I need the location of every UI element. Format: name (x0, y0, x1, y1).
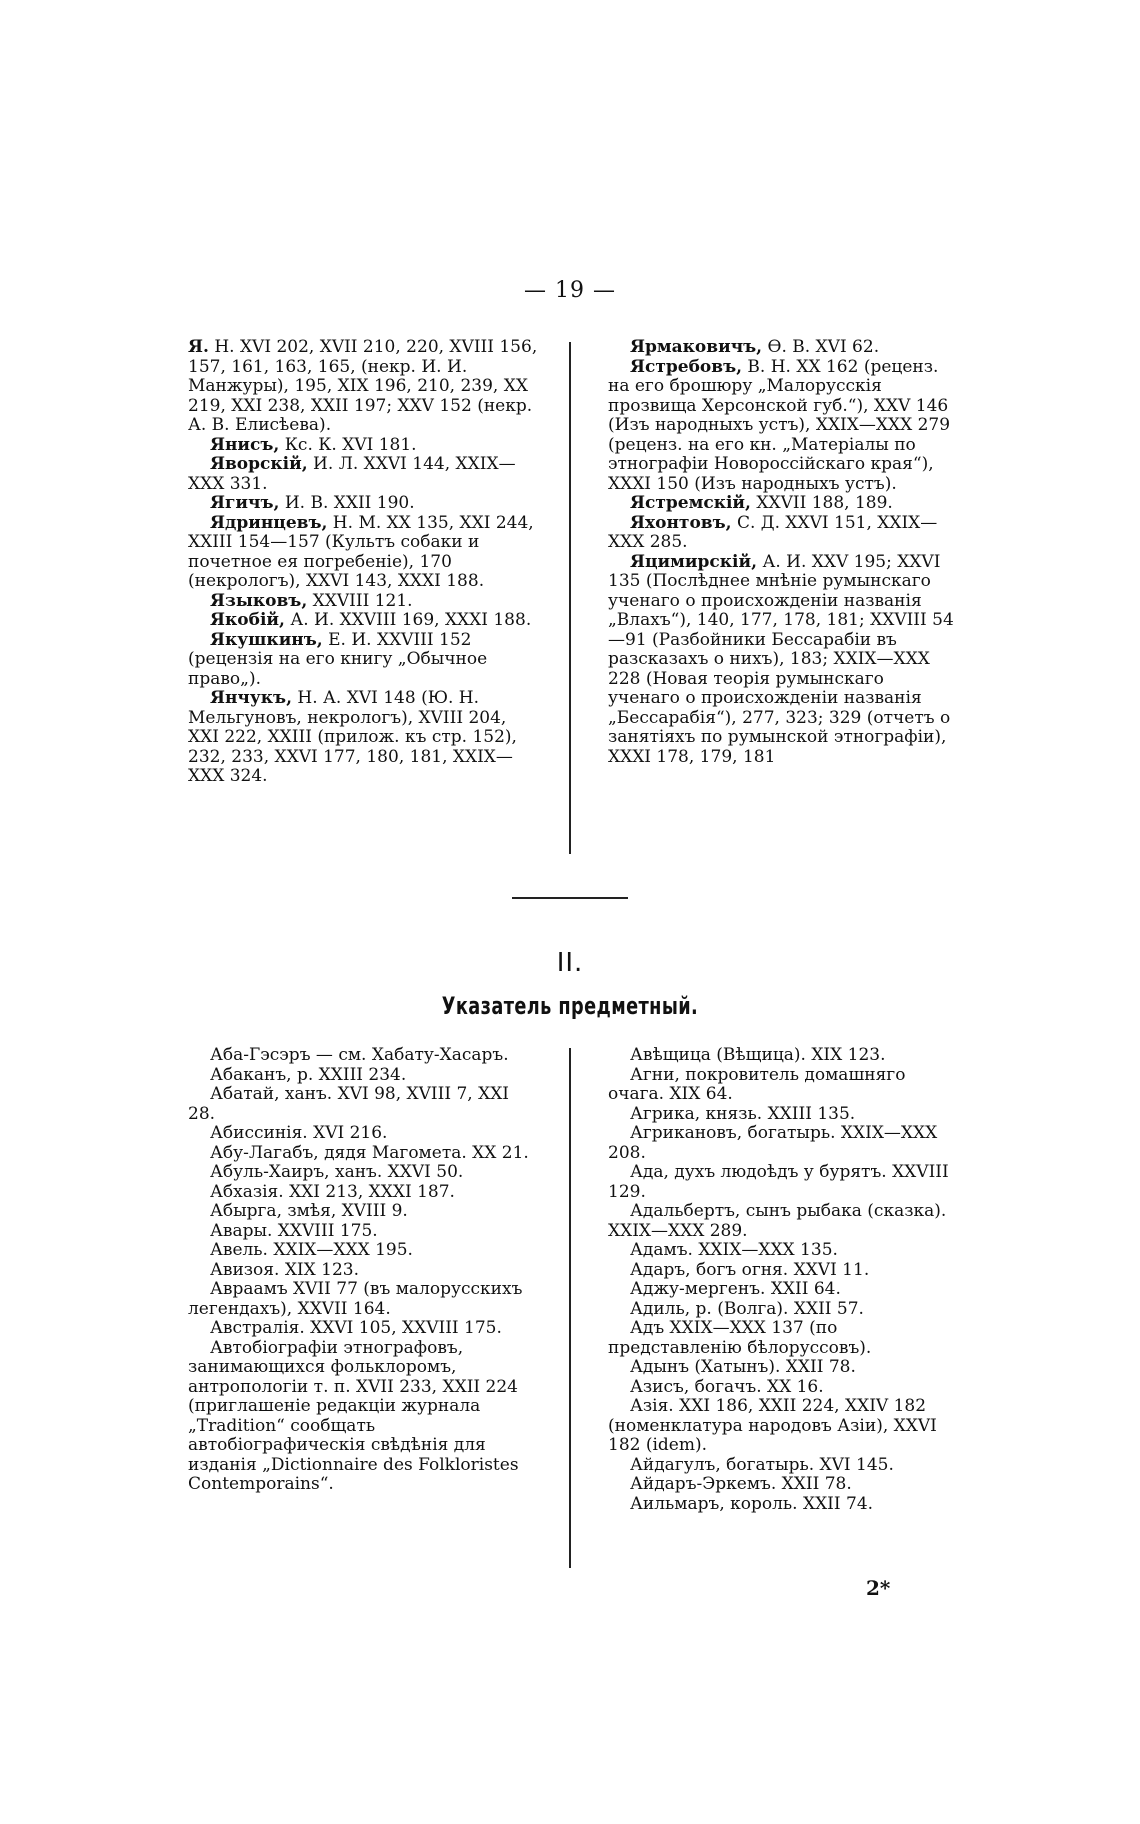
index-entry: Айдагулъ, богатырь. XVI 145. (630, 1454, 894, 1475)
index-entry: Адальбертъ, сынъ рыбака (сказка). XXIX—XXX 289. (608, 1201, 947, 1241)
index-entry: Авѣщица (Вѣщица). XIX 123. (630, 1045, 886, 1065)
index-entry: Аильмаръ, король. XXII 74. (630, 1493, 874, 1514)
index-entry: Аба-Гэсэръ — см. Хабату-Хасаръ. (210, 1045, 509, 1065)
index-entry: Я. Н. XVI 202, XVII 210, 220, XVIII 156, 157, 161, 163, 165, (некр. И. И. Манжуры), 195, XIX 196, 210, 239, XX 219, XXI 238, XXII 197; XXV 152 (некр. А. В. Елисѣева). (188, 337, 538, 435)
index-entry: Яцимирскій, А. И. XXV 195; XXVI 135 (Послѣднее мнѣніе румынскаго ученаго о происхожденіи названія „Влахъ“), 140, 177, 178, 181; XXVIII 54—91 (Разбойники Бессарабіи въ разсказахъ о нихъ), 183; XXIX—XXX 228 (Новая теорія румынскаго ученаго о происхожденіи названія „Бессарабія“), 277, 323; 329 (отчетъ о занятіяхъ по румынской этнографіи), XXXI 178, 179, 181 (608, 551, 954, 767)
index-entry: Якушкинъ, Е. И. XXVIII 152 (рецензія на его книгу „Обычное право„). (188, 629, 488, 689)
index-entry: Авель. XXIX—XXX 195. (210, 1240, 413, 1260)
index-entry: Ястремскій, XXVII 188, 189. (630, 493, 893, 513)
index-entry: Абатай, ханъ. XVI 98, XVIII 7, XXI 28. (188, 1084, 510, 1124)
index-entry: Абхазія. XXI 213, XXXI 187. (210, 1181, 455, 1202)
index-entry: Агни, покровитель домашняго очага. XIX 64. (608, 1064, 906, 1104)
subject-index-right-column (608, 1046, 958, 1514)
column-divider-bottom (569, 1048, 571, 1568)
signature-mark: 2* (866, 1576, 891, 1600)
index-entry: Азія. XXI 186, XXII 224, XXIV 182 (номенклатура народовъ Азіи), XXVI 182 (idem). (608, 1396, 937, 1455)
index-entry: Авраамъ XVII 77 (въ малорусскихъ легендахъ), XXVII 164. (188, 1279, 523, 1319)
index-entry: Азисъ, богачъ. XX 16. (630, 1376, 824, 1397)
index-entry: Авизоя. XIX 123. (210, 1259, 359, 1280)
index-entry: Языковъ, XXVIII 121. (210, 590, 413, 611)
section-title: Указатель предметный. (441, 992, 699, 1020)
index-entry: Адынъ (Хатынъ). XXII 78. (630, 1357, 856, 1377)
index-entry: Абуль-Хаиръ, ханъ. XXVI 50. (210, 1162, 464, 1182)
index-entry: Адиль, р. (Волга). XXII 57. (630, 1298, 864, 1319)
index-entry: Авары. XXVIII 175. (210, 1220, 378, 1241)
index-entry: Ядринцевъ, Н. М. XX 135, XXI 244, XXIII 154—157 (Культъ собаки и почетное ея погребеніе), 170 (некрологъ), XXVI 143, XXXI 188. (188, 512, 534, 591)
section-separator (512, 897, 628, 899)
index-entry: Яхонтовъ, С. Д. XXVI 151, XXIX—XXX 285. (608, 512, 938, 552)
index-entry: Абаканъ, р. XXIII 234. (210, 1064, 407, 1085)
index-entry: Абу-Лагабъ, дядя Магомета. XX 21. (210, 1142, 529, 1163)
index-entry: Якобій, А. И. XXVIII 169, XXXI 188. (210, 610, 532, 630)
index-entry: Агрикановъ, богатырь. XXIX—XXX 208. (608, 1123, 938, 1163)
author-index-right-column (608, 338, 958, 767)
index-entry: Адамъ. XXIX—XXX 135. (630, 1240, 838, 1260)
index-entry: Яворскій, И. Л. XXVI 144, XXIX—XXX 331. (188, 454, 516, 494)
index-entry: Автобіографіи этнографовъ, занимающихся фольклоромъ, антропологіи т. п. XVII 233, XXII 224 (приглашеніе редакціи журнала „Tradition“ сообщать автобіографическія свѣдѣнія для изданія „Dictionnaire des Folkloristes Contemporains“. (188, 1337, 519, 1494)
index-entry: Ястребовъ, В. Н. XX 162 (реценз. на его брошюру „Малорусскія прозвища Херсонской губ.“), XXV 146 (Изъ народныхъ устъ), XXIX—XXX 279 (реценз. на его кн. „Матеріалы по этнографіи Новороссійскаго края“), XXXI 150 (Изъ народныхъ устъ). (608, 356, 951, 494)
index-entry: Адаръ, богъ огня. XXVI 11. (630, 1259, 870, 1280)
index-entry: Ада, духъ людоѣдъ у бурятъ. XXVIII 129. (608, 1162, 949, 1202)
author-index-left-column (188, 338, 538, 787)
index-entry: Агрика, князь. XXIII 135. (630, 1103, 856, 1124)
index-entry: Янисъ, Кс. К. XVI 181. (210, 434, 417, 455)
section-number: II. (556, 948, 584, 978)
index-entry: Абиссинія. XVI 216. (210, 1123, 388, 1143)
column-divider-top (569, 342, 571, 854)
subject-index-left-column (188, 1046, 538, 1495)
index-entry: Австралія. XXVI 105, XXVIII 175. (210, 1318, 502, 1338)
page-number: — 19 — (524, 278, 616, 303)
index-entry: Абырга, змѣя, XVIII 9. (210, 1201, 408, 1221)
index-entry: Янчукъ, Н. А. XVI 148 (Ю. Н. Мельгуновъ, некрологъ), XVIII 204, XXI 222, XXIII (прилож. къ стр. 152), 232, 233, XXVI 177, 180, 181, XXIX—XXX 324. (188, 688, 517, 786)
index-entry: Ярмаковичъ, Ѳ. В. XVI 62. (630, 337, 880, 357)
index-entry: Аджу-мергенъ. XXII 64. (630, 1279, 841, 1299)
index-entry: Ягичъ, И. В. XXII 190. (210, 493, 415, 513)
index-entry: Айдаръ-Эркемъ. XXII 78. (630, 1474, 852, 1494)
index-entry: Адъ XXIX—XXX 137 (по представленію бѣлоруссовъ). (608, 1318, 872, 1358)
